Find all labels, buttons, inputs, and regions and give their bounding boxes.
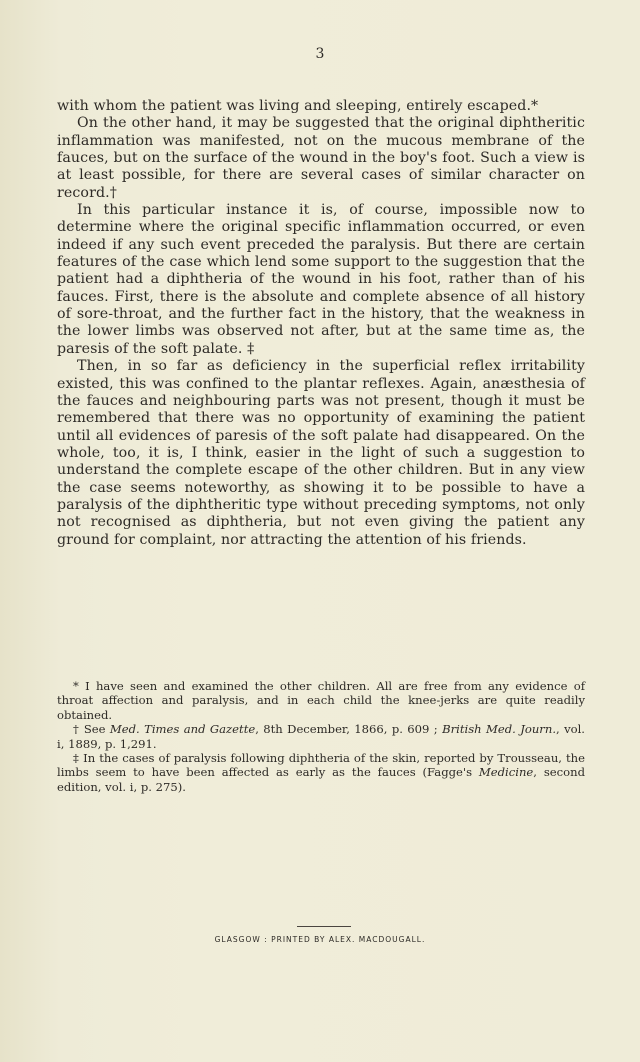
journal-title-bmj: British Med. Journ. xyxy=(442,722,557,737)
footnote-dagger xyxy=(57,722,585,751)
journal-title-med-times: Med. Times and Gazette xyxy=(109,722,256,737)
paragraph-reflexes: Then, in so far as deficiency in the superficial reflex irritability existed, this was confined to the plantar reflexes. Again, anæsthesia of the fauces and neighbouring parts was not present, though it must be remembered that there was no opportunity of examining the patient until all evidences of paresis of the soft palate had disappeared. On the whole, too, it is, I think, easier in the light of such a suggestion to understand the complete escape of the other children. But in any view the case seems noteworthy, as showing it to be possible to have a paralysis of the diphtheritic type without preceding symptoms, not only not recognised as diphtheria, but not even giving the patient any ground for complaint, nor attracting the attention of his friends. xyxy=(57,358,585,548)
body-text xyxy=(57,98,585,549)
printer-imprint: GLASGOW : PRINTED BY ALEX. MACDOUGALL. xyxy=(214,935,426,944)
footnote-double-dagger-prefix: ‡ In the cases of paralysis following diphtheria of the skin, reported by Trousseau, the limbs seem to have been affected as early as the fauces (Fagge's xyxy=(57,751,585,780)
imprint-divider xyxy=(297,926,351,927)
paragraph-continuation: with whom the patient was living and sleeping, entirely escaped.* xyxy=(57,98,539,114)
footnote-double-dagger xyxy=(57,751,585,794)
footnotes xyxy=(57,679,585,794)
book-title-medicine: Medicine xyxy=(478,765,534,780)
footnote-asterisk: * I have seen and examined the other children. All are free from any evidence of throat affection and paralysis, and in each child the knee-jerks are quite readily obtained. xyxy=(57,679,585,722)
footnote-dagger-suffix: , vol. i, 1889, p. 1,291. xyxy=(57,722,585,751)
page-number: 3 xyxy=(315,46,325,62)
paragraph-case-features: In this particular instance it is, of course, impossible now to determine where the original specific inflammation occurred, or even indeed if any such event preceded the paralysis. But there are certain features of the case which lend some support to the suggestion that the patient had a diphtheria of the wound in his foot, rather than of his fauces. First, there is the absolute and complete absence of all history of sore-throat, and the further fact in the history, that the weakness in the lower limbs was observed not after, but at the same time as, the paresis of the soft palate. ‡ xyxy=(57,202,585,357)
paragraph-wound-hypothesis: On the other hand, it may be suggested that the original diphtheritic inflammation was manifested, not on the mucous membrane of the fauces, but on the surface of the wound in the boy's foot. Such a view is at least possible, for there are several cases of similar character on record.† xyxy=(57,115,585,201)
footnote-dagger-prefix: † See xyxy=(73,722,110,737)
footnote-dagger-middle: , 8th December, 1866, p. 609 ; xyxy=(255,722,443,737)
footnote-double-dagger-suffix: , second edition, vol. i, p. 275). xyxy=(57,765,586,794)
